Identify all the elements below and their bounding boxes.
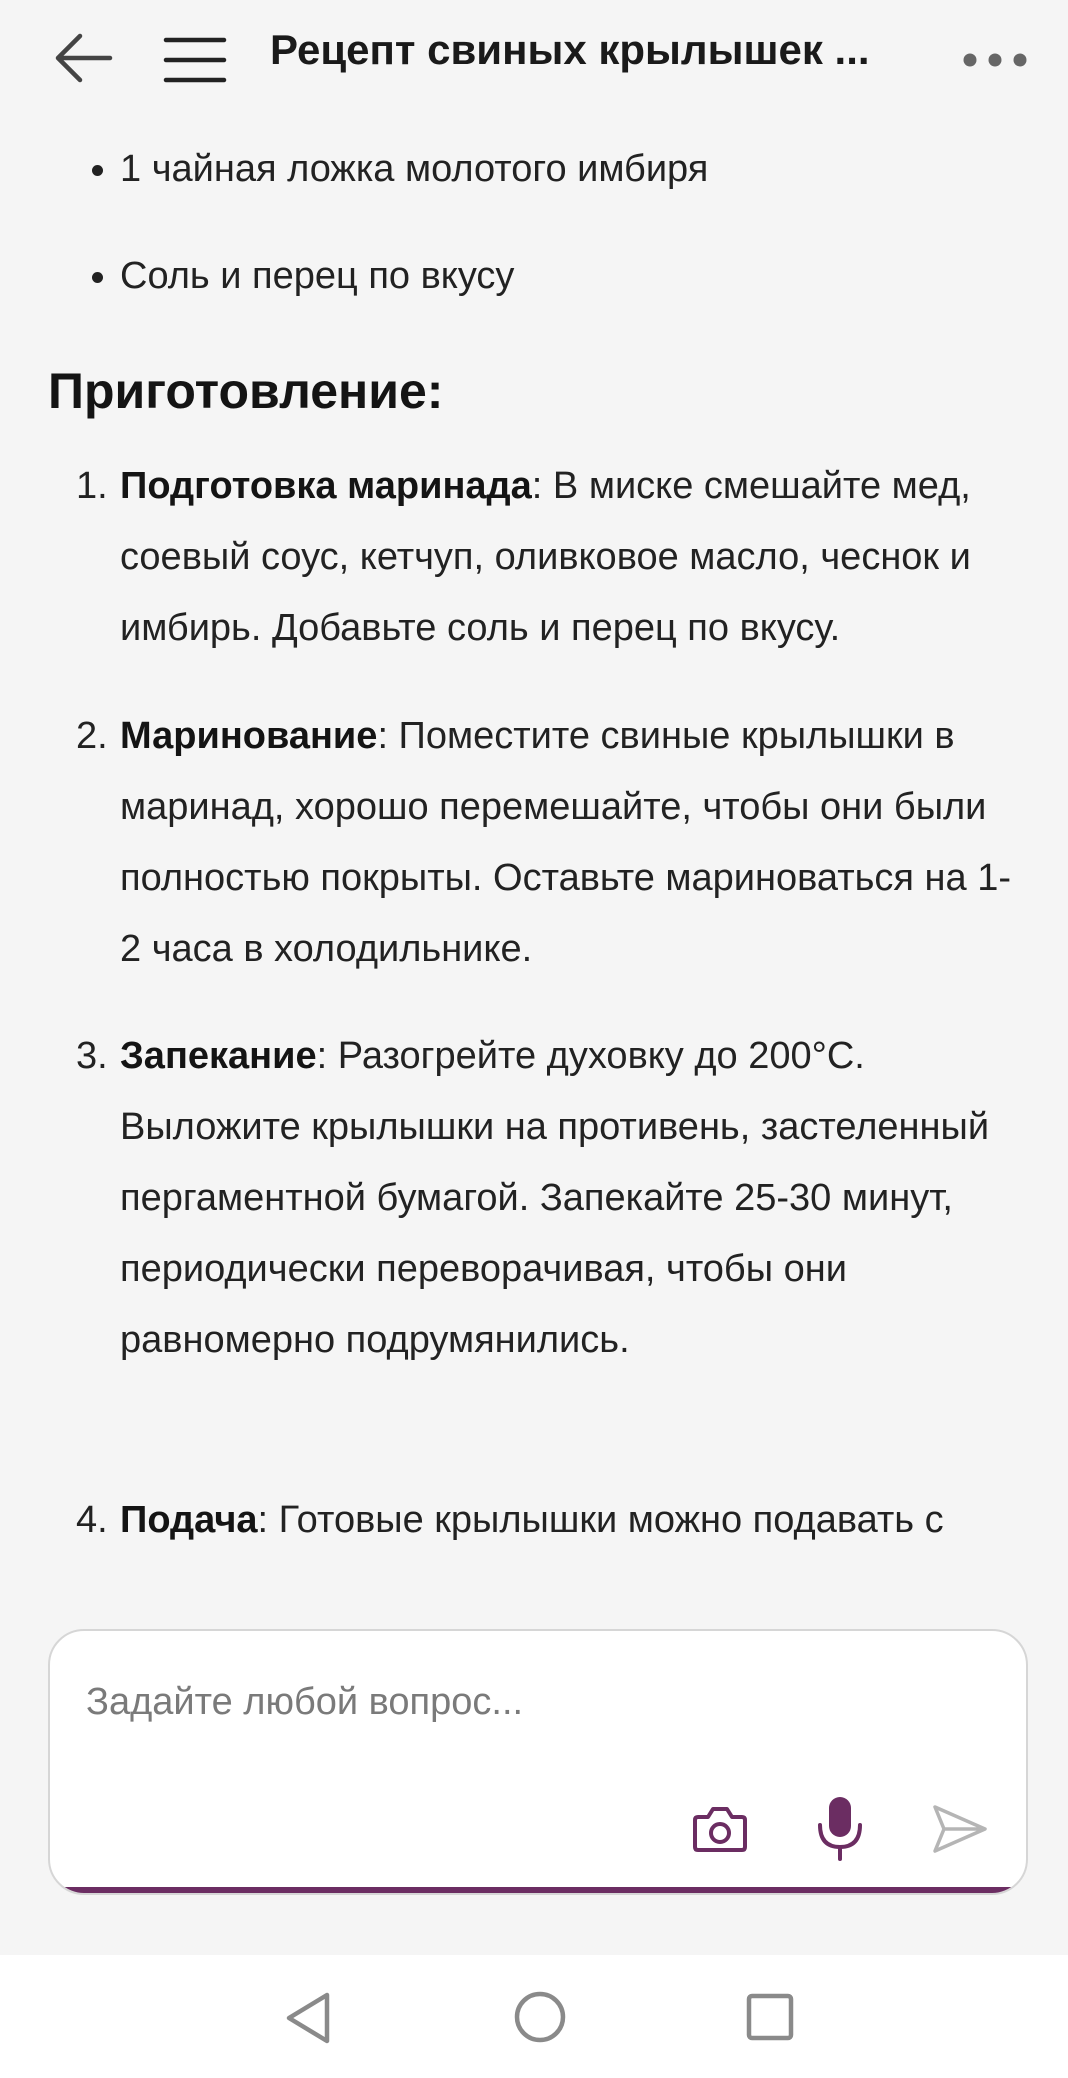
step-item (76, 451, 1030, 664)
arrow-left-icon (50, 28, 120, 88)
menu-button[interactable] (160, 30, 230, 90)
list-item: Соль и перец по вкусу (120, 248, 514, 304)
step-title: Подготовка маринада (120, 465, 532, 507)
step-number: 4. (76, 1499, 108, 1541)
microphone-button[interactable] (810, 1793, 870, 1863)
step-item (76, 1021, 1030, 1376)
camera-icon (690, 1799, 750, 1859)
system-nav-bar (0, 1955, 1068, 2078)
nav-home-button[interactable] (513, 1990, 567, 2044)
send-button[interactable] (930, 1799, 990, 1859)
more-dots-icon (960, 40, 1030, 80)
step-number: 3. (76, 1035, 108, 1077)
list-item: 1 чайная ложка молотого имбиря (120, 141, 708, 197)
step-title: Запекание (120, 1035, 317, 1077)
microphone-icon (810, 1793, 870, 1863)
nav-back-button[interactable] (283, 1990, 333, 2046)
step-title: Подача (120, 1499, 258, 1541)
hamburger-menu-icon (160, 30, 230, 90)
message-composer (48, 1629, 1028, 1895)
step-number: 1. (76, 465, 108, 507)
app-header (0, 0, 1068, 115)
section-heading: Приготовление: (48, 363, 444, 419)
nav-home-circle-icon (513, 1990, 567, 2044)
message-input[interactable] (84, 1671, 988, 1733)
back-button[interactable] (50, 28, 120, 88)
nav-back-triangle-icon (283, 1990, 333, 2046)
camera-button[interactable] (690, 1799, 750, 1859)
more-options-button[interactable] (960, 40, 1030, 80)
page-title: Рецепт свиных крылышек ... (270, 26, 870, 73)
message-content (0, 115, 1068, 1575)
step-number: 2. (76, 715, 108, 757)
step-item (76, 701, 1030, 985)
step-text: : Готовые крылышки можно подавать с (257, 1499, 944, 1541)
step-title: Маринование (120, 715, 378, 757)
step-item (76, 1485, 1030, 1556)
composer-accent-bar (50, 1887, 1026, 1893)
step-text: : Разогрейте духовку до 200°C. Выложите крылышки на противень, застеленный пергаментной бумагой. Запекайте 25-30 минут, периодически переворачивая, чтобы они равномерно подрумянились. (120, 1035, 990, 1361)
nav-recents-square-icon (745, 1992, 795, 2042)
nav-recents-button[interactable] (745, 1992, 795, 2042)
send-icon (930, 1799, 990, 1859)
step-text: : В миске смешайте мед, соевый соус, кетчуп, оливковое масло, чеснок и имбирь. Добавьте соль и перец по вкусу. (120, 465, 971, 649)
step-text: : Поместите свиные крылышки в маринад, хорошо перемешайте, чтобы они были полностью покрыты. Оставьте мариноваться на 1-2 часа в холодильнике. (120, 715, 1011, 970)
